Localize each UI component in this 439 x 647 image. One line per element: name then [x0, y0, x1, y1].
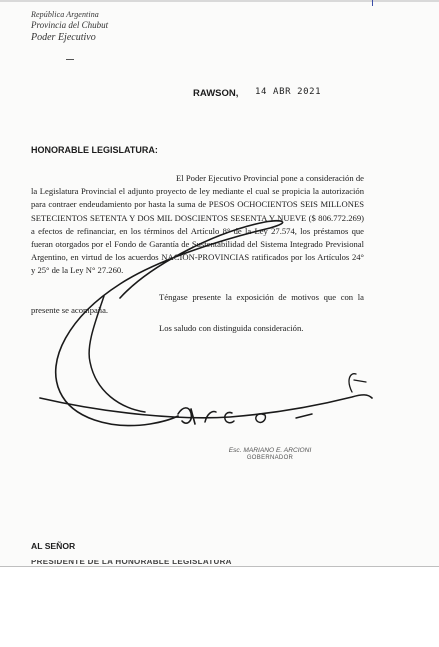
- signature-flourish-stroke: [40, 395, 372, 418]
- place: RAWSON,: [193, 88, 239, 99]
- letterhead-office: Poder Ejecutivo: [31, 32, 96, 43]
- signature-letter-r: [205, 411, 216, 422]
- letterhead: [31, 10, 108, 43]
- paragraph-motives: Téngase presente la exposición de motivos que con la presente se acompaña.: [31, 291, 364, 315]
- letter-body: [31, 172, 364, 335]
- letterhead-underline: [66, 59, 74, 60]
- paragraph-regards: Los saludo con distinguida consideración.: [159, 323, 304, 334]
- cut-off-text: PRESIDENTE DE LA HONORABLE LEGISLATURA: [31, 560, 232, 566]
- signature-letter-c: [225, 412, 234, 422]
- signature-letter-a: [178, 408, 195, 424]
- signature-final-stroke: [296, 414, 312, 418]
- signature-top-mark: [349, 374, 366, 392]
- date-stamp: 14 ABR 2021: [255, 87, 322, 97]
- closing-addressee: AL SEÑOR: [31, 541, 76, 551]
- blank-area: [0, 567, 439, 647]
- signatory-name: Esc. MARIANO E. ARCIONI: [228, 447, 312, 454]
- paragraph-main: El Poder Ejecutivo Provincial pone a consideración de la Legislatura Provincial el adjunto proyecto de ley mediante el cual se propicia la autorización para contraer endeudamiento por hasta la suma de PESOS OCHOCIENTOS SEIS MILLONES SETECIENTOS SETENTA Y DOS MIL DOSCIENTOS SESENTA Y NUEVE ($ 806.772.269) a efectos de refinanciar, en los términos del Artículo 8° de la Ley 27.574, los préstamos que fueran otorgados por el Fondo de Garantía de Sustentabilidad del Sistema Integrado Previsional Argentino, en virtud de los acuerdos NACIÓN-PROVINCIAS ratificados por los Artículos 24° y 25° de la Ley N° 27.260.: [31, 173, 364, 276]
- salutation: HONORABLE LEGISLATURA:: [31, 145, 158, 155]
- signature-stamp: [225, 447, 315, 461]
- letterhead-country: República Argentina: [31, 10, 99, 19]
- signatory-title: GOBERNADOR: [246, 455, 294, 461]
- top-edge-mark: [372, 0, 382, 6]
- letterhead-province: Provincia del Chubut: [31, 20, 109, 30]
- signature-letter-o: [256, 414, 266, 423]
